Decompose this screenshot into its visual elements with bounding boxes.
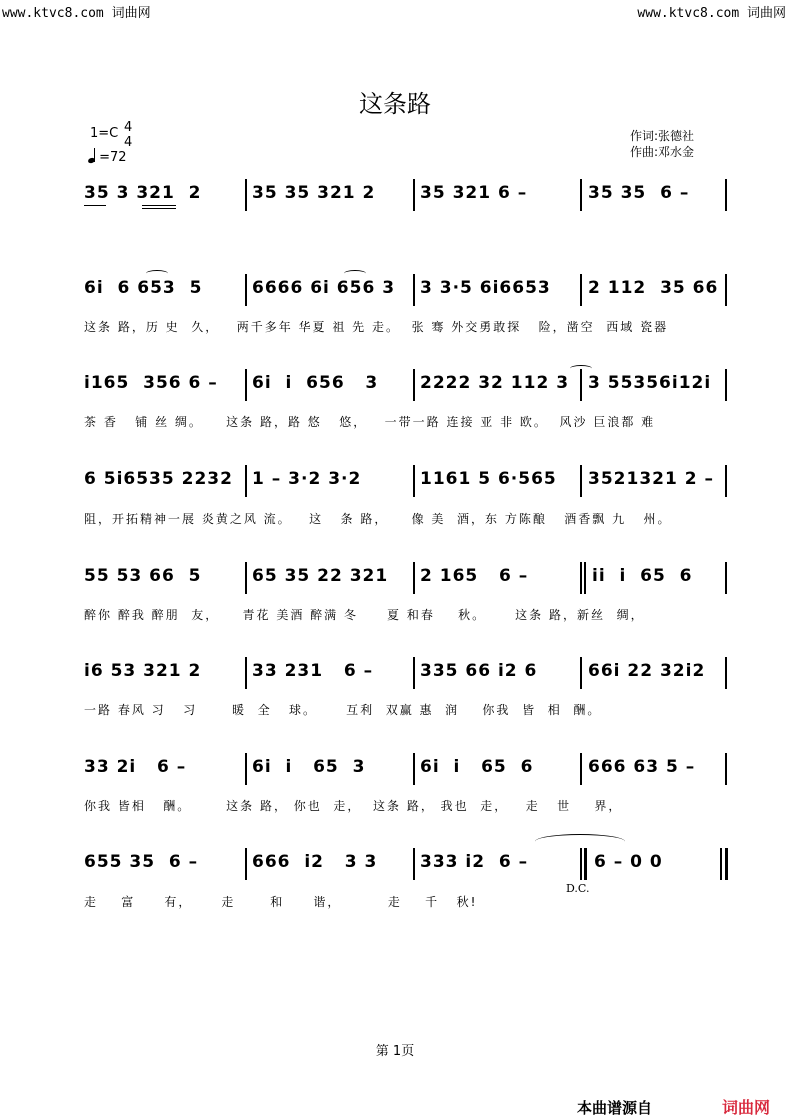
- barline: [725, 465, 727, 497]
- barline: [580, 753, 582, 785]
- barline: [580, 848, 582, 880]
- barline: [725, 179, 727, 211]
- tie: [570, 365, 592, 372]
- source-label: 本曲谱源自: [577, 1099, 653, 1117]
- credits: [630, 128, 694, 160]
- barline: [245, 657, 247, 689]
- measure: 335 66 i2 6: [420, 661, 538, 681]
- barline: [580, 465, 582, 497]
- measure: i165 356 6 –: [84, 373, 218, 393]
- tempo-marking: [88, 148, 127, 165]
- lyricist: 作词:张德社: [630, 129, 695, 143]
- barline: [245, 274, 247, 306]
- lyric-line: 醉你 醉我 醉朋 友， 青花 美酒 醉满 冬 夏 和春 秋。 这条 路，新丝 绸，: [84, 608, 645, 622]
- barline: [245, 848, 247, 880]
- barline: [580, 562, 582, 594]
- barline: [725, 657, 727, 689]
- tempo-value: =72: [99, 150, 127, 165]
- site-logo[interactable]: 词曲网: [722, 1098, 771, 1117]
- measure: 666 63 5 –: [588, 757, 696, 777]
- measure: ii i 65 6: [592, 566, 693, 586]
- score-system-2: [80, 278, 730, 308]
- measure: i6 53 321 2: [84, 661, 202, 681]
- lyric-line: 你我 皆相 酬。 这条 路， 你也 走， 这条 路， 我也 走， 走 世 界，: [84, 799, 623, 813]
- barline: [245, 179, 247, 211]
- barline: [413, 562, 415, 594]
- barline: [245, 369, 247, 401]
- barline: [413, 369, 415, 401]
- score-system-6: [80, 661, 730, 691]
- lyric-line: 这条 路，历 史 久， 两千多年 华夏 祖 先 走。 张 骞 外交勇敢探 险，凿空 西域 瓷器: [84, 320, 669, 334]
- underline: [142, 208, 176, 209]
- composer: 作曲:邓水金: [630, 145, 695, 159]
- barline: [245, 562, 247, 594]
- key-signature: 1=C: [90, 126, 119, 141]
- measure: 1161 5 6·565: [420, 469, 557, 489]
- measure: 3521321 2 –: [588, 469, 714, 489]
- measure: 6i i 65 3: [252, 757, 366, 777]
- measure: 2 112 35 66: [588, 278, 719, 298]
- measure: 55 53 66 5: [84, 566, 202, 586]
- lyric-line: 阻，开拓精神一展 炎黄之风 流。 这 条 路， 像 美 酒，东 方陈酿 酒香飘 九 州。: [84, 512, 672, 526]
- barline: [580, 179, 582, 211]
- underline: [142, 205, 176, 206]
- barline: [725, 369, 727, 401]
- quarter-note-icon: [87, 157, 95, 164]
- barline: [413, 753, 415, 785]
- barline: [245, 465, 247, 497]
- lyric-line: 茶 香 铺 丝 绸。 这条 路，路 悠 悠， 一带一路 连接 亚 非 欧。 风沙 巨浪都 难: [84, 415, 656, 429]
- time-signature: [124, 120, 132, 150]
- da-capo-marking: D.C.: [566, 882, 590, 895]
- score-system-3: [80, 373, 730, 403]
- measure: 6i 6 653 5: [84, 278, 203, 298]
- measure: 35 35 321 2: [252, 183, 376, 203]
- measure: 2222 32 112 3: [420, 373, 570, 393]
- measure: 6i i 656 3: [252, 373, 379, 393]
- tie: [344, 270, 366, 277]
- barline: [413, 179, 415, 211]
- barline: [580, 657, 582, 689]
- measure: 35 321 6 –: [420, 183, 528, 203]
- underline: [84, 205, 106, 206]
- barline: [413, 657, 415, 689]
- measure: 6 5i6535 2232: [84, 469, 233, 489]
- measure: 333 i2 6 –: [420, 852, 529, 872]
- score-system-5: [80, 566, 730, 596]
- measure: 35 3 321 2: [84, 183, 202, 203]
- measure: 66i 22 32i2: [588, 661, 706, 681]
- lyric-line: 一路 春风 习 习 暖 全 球。 互利 双赢 惠 润 你我 皆 相 酬。: [84, 703, 602, 717]
- measure: 33 2i 6 –: [84, 757, 187, 777]
- barline: [580, 274, 582, 306]
- page-number: 第 1页: [375, 1044, 415, 1059]
- measure: 666 i2 3 3: [252, 852, 378, 872]
- time-top: 4: [124, 120, 133, 135]
- measure: 655 35 6 –: [84, 852, 199, 872]
- site-header-left: www.ktvc8.com 词曲网: [2, 6, 151, 21]
- measure: 3 3·5 6i6653: [420, 278, 551, 298]
- score-system-8: [80, 852, 730, 882]
- measure: 6666 6i 656 3: [252, 278, 396, 298]
- score-system-1: [80, 183, 730, 213]
- time-bottom: 4: [124, 135, 133, 150]
- measure: 6i i 65 6: [420, 757, 534, 777]
- measure: 35 35 6 –: [588, 183, 690, 203]
- final-barline: [725, 848, 728, 880]
- tie: [146, 270, 168, 277]
- barline: [413, 848, 415, 880]
- measure: 6 – 0 0: [594, 852, 663, 872]
- barline: [584, 848, 587, 880]
- score-system-7: [80, 757, 730, 787]
- measure: 3 55356i12i: [588, 373, 712, 393]
- measure: 1 – 3·2 3·2: [252, 469, 362, 489]
- barline: [725, 562, 727, 594]
- slur: [535, 834, 625, 849]
- barline: [580, 369, 582, 401]
- measure: 65 35 22 321: [252, 566, 389, 586]
- song-title: 这条路: [359, 90, 431, 118]
- barline: [245, 753, 247, 785]
- lyric-line: 走 富 有， 走 和 谐， 走 千 秋!: [84, 895, 478, 909]
- barline: [413, 465, 415, 497]
- barline: [584, 562, 586, 594]
- barline: [720, 848, 722, 880]
- measure: 33 231 6 –: [252, 661, 374, 681]
- score-system-4: [80, 469, 730, 499]
- measure: 2 165 6 –: [420, 566, 529, 586]
- barline: [725, 753, 727, 785]
- barline: [413, 274, 415, 306]
- site-header-right: www.ktvc8.com 词曲网: [637, 6, 786, 21]
- barline: [725, 274, 727, 306]
